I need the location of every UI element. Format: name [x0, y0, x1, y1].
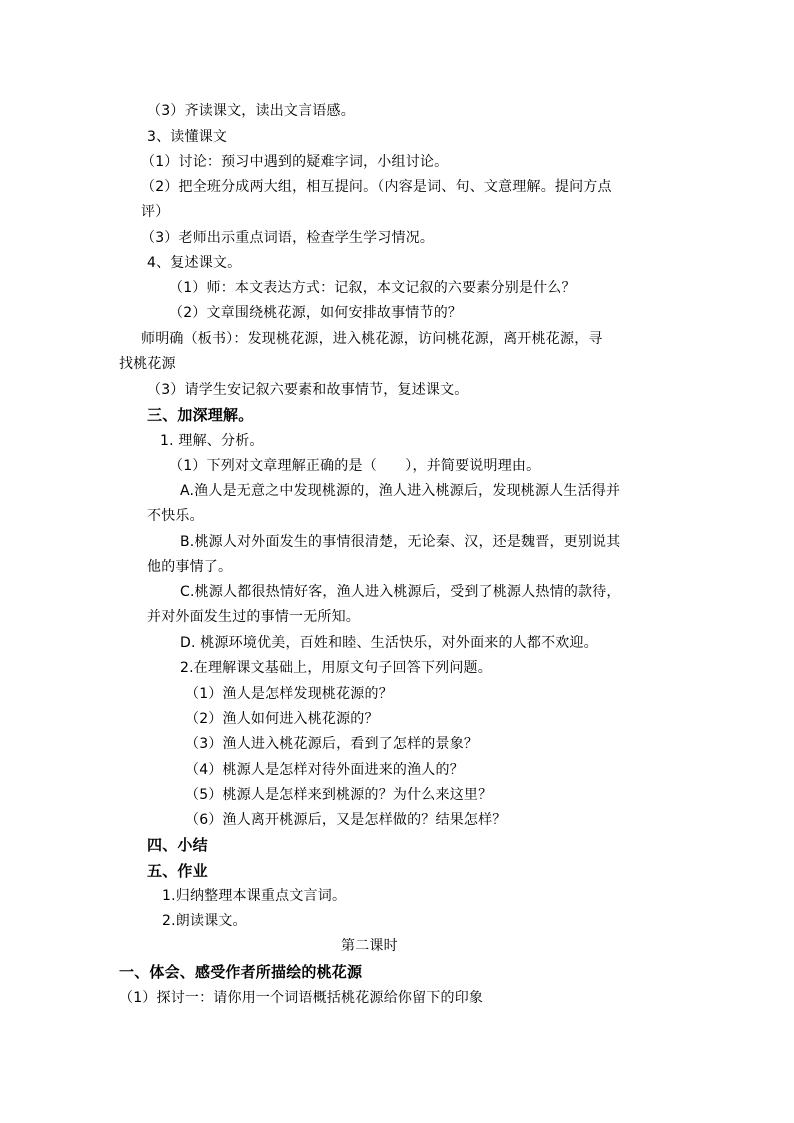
text-line: （3）老师出示重点词语，检查学生学习情况。 — [141, 230, 435, 246]
text-line: 师明确（板书）：发现桃花源，进入桃花源，访问桃花源，离开桃花源，寻 — [141, 331, 603, 347]
text-line: （3）齐读课文，读出文言语感。 — [147, 103, 355, 119]
lesson-title: 第二课时 — [341, 938, 398, 954]
option-c: C.桃源人都很热情好客，渔人进入桃源后，受到了桃源人热情的款待， — [180, 584, 621, 600]
option-c-cont: 并对外面发生过的事情一无所知。 — [147, 609, 360, 625]
question-item: （5）桃源人是怎样来到桃源的？为什么来这里？ — [185, 787, 493, 803]
question-item: （4）桃源人是怎样对待外面进来的渔人的？ — [185, 762, 464, 778]
section-heading: 一、体会、感受作者所描绘的桃花源 — [119, 963, 363, 981]
question-item: （2）渔人如何进入桃花源的？ — [185, 711, 379, 727]
text-line: （2）把全班分成两大组，相互提问。（内容是词、句、文意理解。提问方点 — [141, 179, 612, 195]
text-line: （1）师：本文表达方式：记叙，本文记叙的六要素分别是什么？ — [169, 280, 576, 296]
text-line: （3）请学生安记叙六要素和故事情节，复述课文。 — [147, 382, 469, 398]
option-b: B.桃源人对外面发生的事情很清楚，无论秦、汉，还是魏晋，更别说其 — [180, 534, 621, 550]
text-line: 1. 理解、分析。 — [160, 433, 264, 449]
text-line: （1）讨论：预习中遇到的疑难字词，小组讨论。 — [141, 154, 449, 170]
question-line: （1）下列对文章理解正确的是（ ），并简要说明理由。 — [169, 458, 541, 474]
option-a-cont: 不快乐。 — [147, 508, 204, 524]
text-line: 评） — [141, 204, 170, 220]
option-b-cont: 他的事情了。 — [147, 559, 233, 575]
text-line: （1）探讨一：请你用一个词语概括桃花源给你留下的印象 — [119, 990, 484, 1006]
section-heading: 五、作业 — [147, 862, 208, 880]
question-item: （1）渔人是怎样发现桃花源的？ — [185, 686, 393, 702]
text-line: （2）文章围绕桃花源，如何安排故事情节的？ — [169, 305, 463, 321]
question-item: （3）渔人进入桃花源后，看到了怎样的景象？ — [185, 736, 479, 752]
section-heading: 4、复述课文。 — [147, 255, 242, 271]
question-item: （6）渔人离开桃源后，又是怎样做的？结果怎样？ — [185, 812, 507, 828]
section-heading: 3、读懂课文 — [147, 129, 228, 145]
option-a: A.渔人是无意之中发现桃源的，渔人进入桃源后，发现桃源人生活得并 — [180, 483, 621, 499]
section-heading: 三、加深理解。 — [147, 406, 254, 424]
homework-item: 1.归纳整理本课重点文言词。 — [162, 888, 347, 904]
option-d: D. 桃源环境优美，百姓和睦、生活快乐，对外面来的人都不欢迎。 — [180, 635, 598, 651]
text-line: 2.在理解课文基础上，用原文句子回答下列问题。 — [180, 660, 492, 676]
text-line: 找桃花源 — [119, 356, 176, 372]
section-heading: 四、小结 — [147, 836, 208, 854]
homework-item: 2.朗读课文。 — [162, 913, 247, 929]
